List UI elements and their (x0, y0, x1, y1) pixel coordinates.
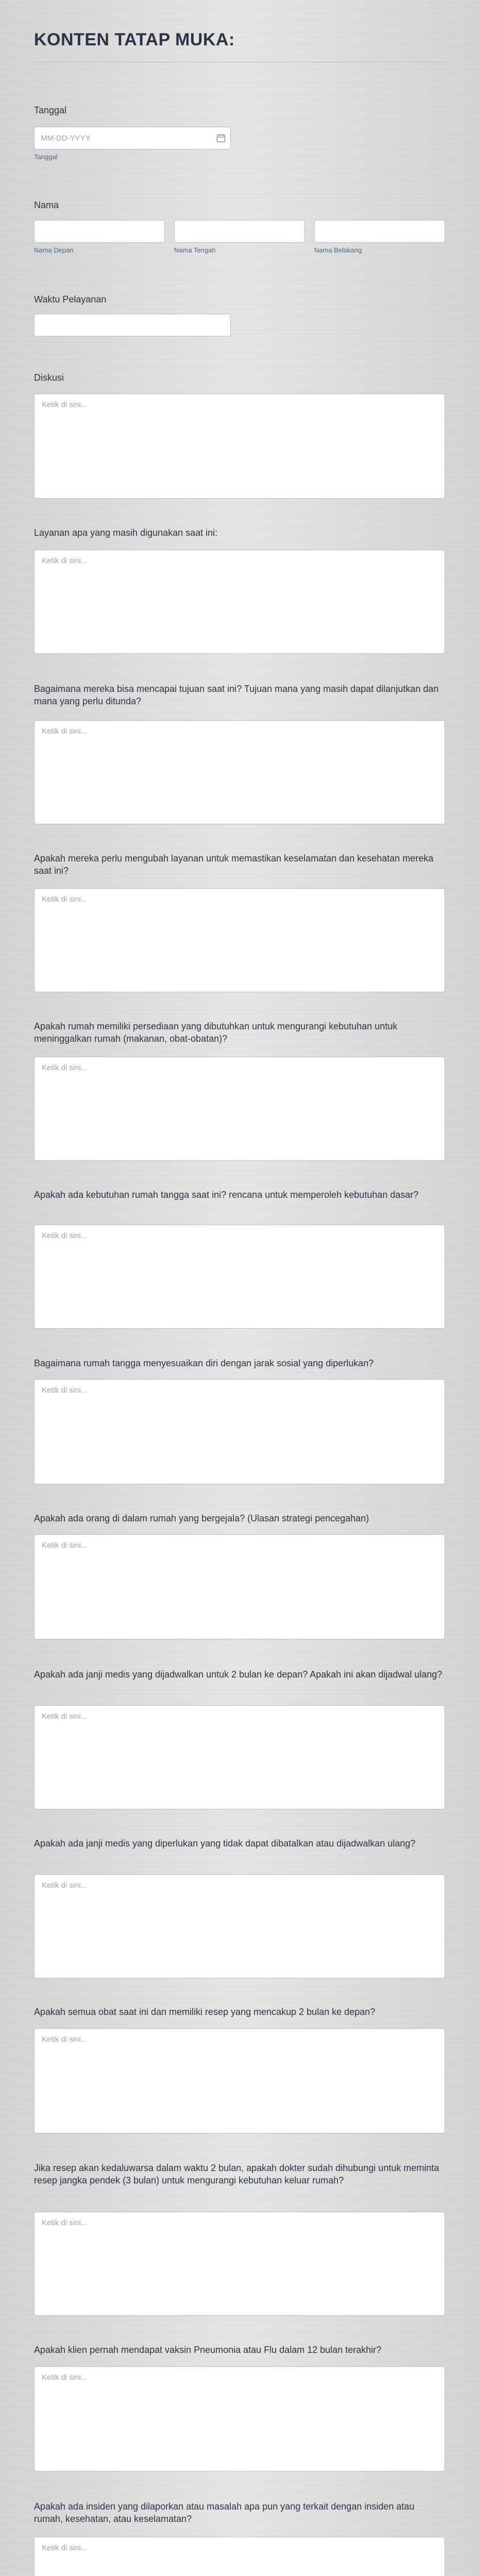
service-time-input[interactable] (34, 314, 231, 336)
answer-textarea[interactable] (34, 1705, 445, 1809)
first-name-sublabel: Nama Depan (34, 246, 74, 254)
middle-name-input[interactable] (174, 220, 305, 243)
question-label: Apakah ada insiden yang dilaporkan atau masalah apa pun yang terkait dengan insiden atau rumah, kesehatan, atau keselamatan? (34, 2501, 415, 2524)
last-name-sublabel: Nama Belakang (314, 246, 362, 254)
answer-textarea[interactable] (34, 1225, 445, 1329)
question-label: Apakah klien pernah mendapat vaksin Pneumonia atau Flu dalam 12 bulan terakhir? (34, 2345, 382, 2355)
answer-textarea[interactable] (34, 550, 445, 654)
answer-textarea[interactable] (34, 2366, 445, 2471)
question-label: Apakah ada janji medis yang diperlukan yang tidak dapat dibatalkan atau dijadwalkan ulang? (34, 1838, 416, 1849)
date-input[interactable] (34, 127, 231, 149)
question-label: Apakah mereka perlu mengubah layanan untuk memastikan keselamatan dan kesehatan mereka saat ini? (34, 853, 434, 876)
answer-textarea[interactable] (34, 2212, 445, 2316)
question-label: Jika resep akan kedaluwarsa dalam waktu 2 bulan, apakah dokter sudah dihubungi untuk meminta resep jangka pendek (3 bulan) untuk mengurangi kebutuhan keluar rumah? (34, 2163, 439, 2186)
answer-textarea[interactable] (34, 888, 445, 992)
date-sublabel: Tanggal (34, 153, 58, 161)
calendar-icon[interactable] (216, 133, 226, 143)
question-label: Apakah ada kebutuhan rumah tangga saat ini? rencana untuk memperoleh kebutuhan dasar? (34, 1190, 419, 1200)
answer-textarea[interactable] (34, 1534, 445, 1639)
question-label: Bagaimana mereka bisa mencapai tujuan saat ini? Tujuan mana yang masih dapat dilanjutkan dan mana yang perlu ditunda? (34, 684, 439, 707)
answer-textarea[interactable] (34, 1057, 445, 1161)
question-label: Bagaimana rumah tangga menyesuaikan diri dengan jarak sosial yang diperlukan? (34, 1358, 374, 1368)
question-label: Layanan apa yang masih digunakan saat ini: (34, 528, 218, 538)
last-name-input[interactable] (314, 220, 445, 243)
question-label: Apakah rumah memiliki persediaan yang dibutuhkan untuk mengurangi kebutuhan untuk meninggalkan rumah (makanan, obat-obatan)? (34, 1021, 398, 1044)
first-name-input[interactable] (34, 220, 165, 243)
answer-textarea[interactable] (34, 720, 445, 824)
name-label: Nama (34, 200, 59, 210)
form-title: KONTEN TATAP MUKA: (34, 30, 235, 49)
question-label: Apakah semua obat saat ini dan memiliki resep yang mencakup 2 bulan ke depan? (34, 2007, 375, 2017)
answer-textarea[interactable] (34, 1874, 445, 1978)
discussion-textarea[interactable] (34, 394, 445, 499)
answer-textarea[interactable] (34, 1379, 445, 1484)
date-label: Tanggal (34, 105, 67, 115)
answer-textarea[interactable] (34, 2537, 445, 2576)
question-label: Apakah ada janji medis yang dijadwalkan untuk 2 bulan ke depan? Apakah ini akan dijadwal ulang? (34, 1669, 442, 1680)
answer-textarea[interactable] (34, 2028, 445, 2133)
question-label: Diskusi (34, 372, 64, 383)
middle-name-sublabel: Nama Tengah (174, 246, 216, 254)
question-label: Apakah ada orang di dalam rumah yang bergejala? (Ulasan strategi pencegahan) (34, 1513, 369, 1523)
service-time-label: Waktu Pelayanan (34, 294, 107, 304)
